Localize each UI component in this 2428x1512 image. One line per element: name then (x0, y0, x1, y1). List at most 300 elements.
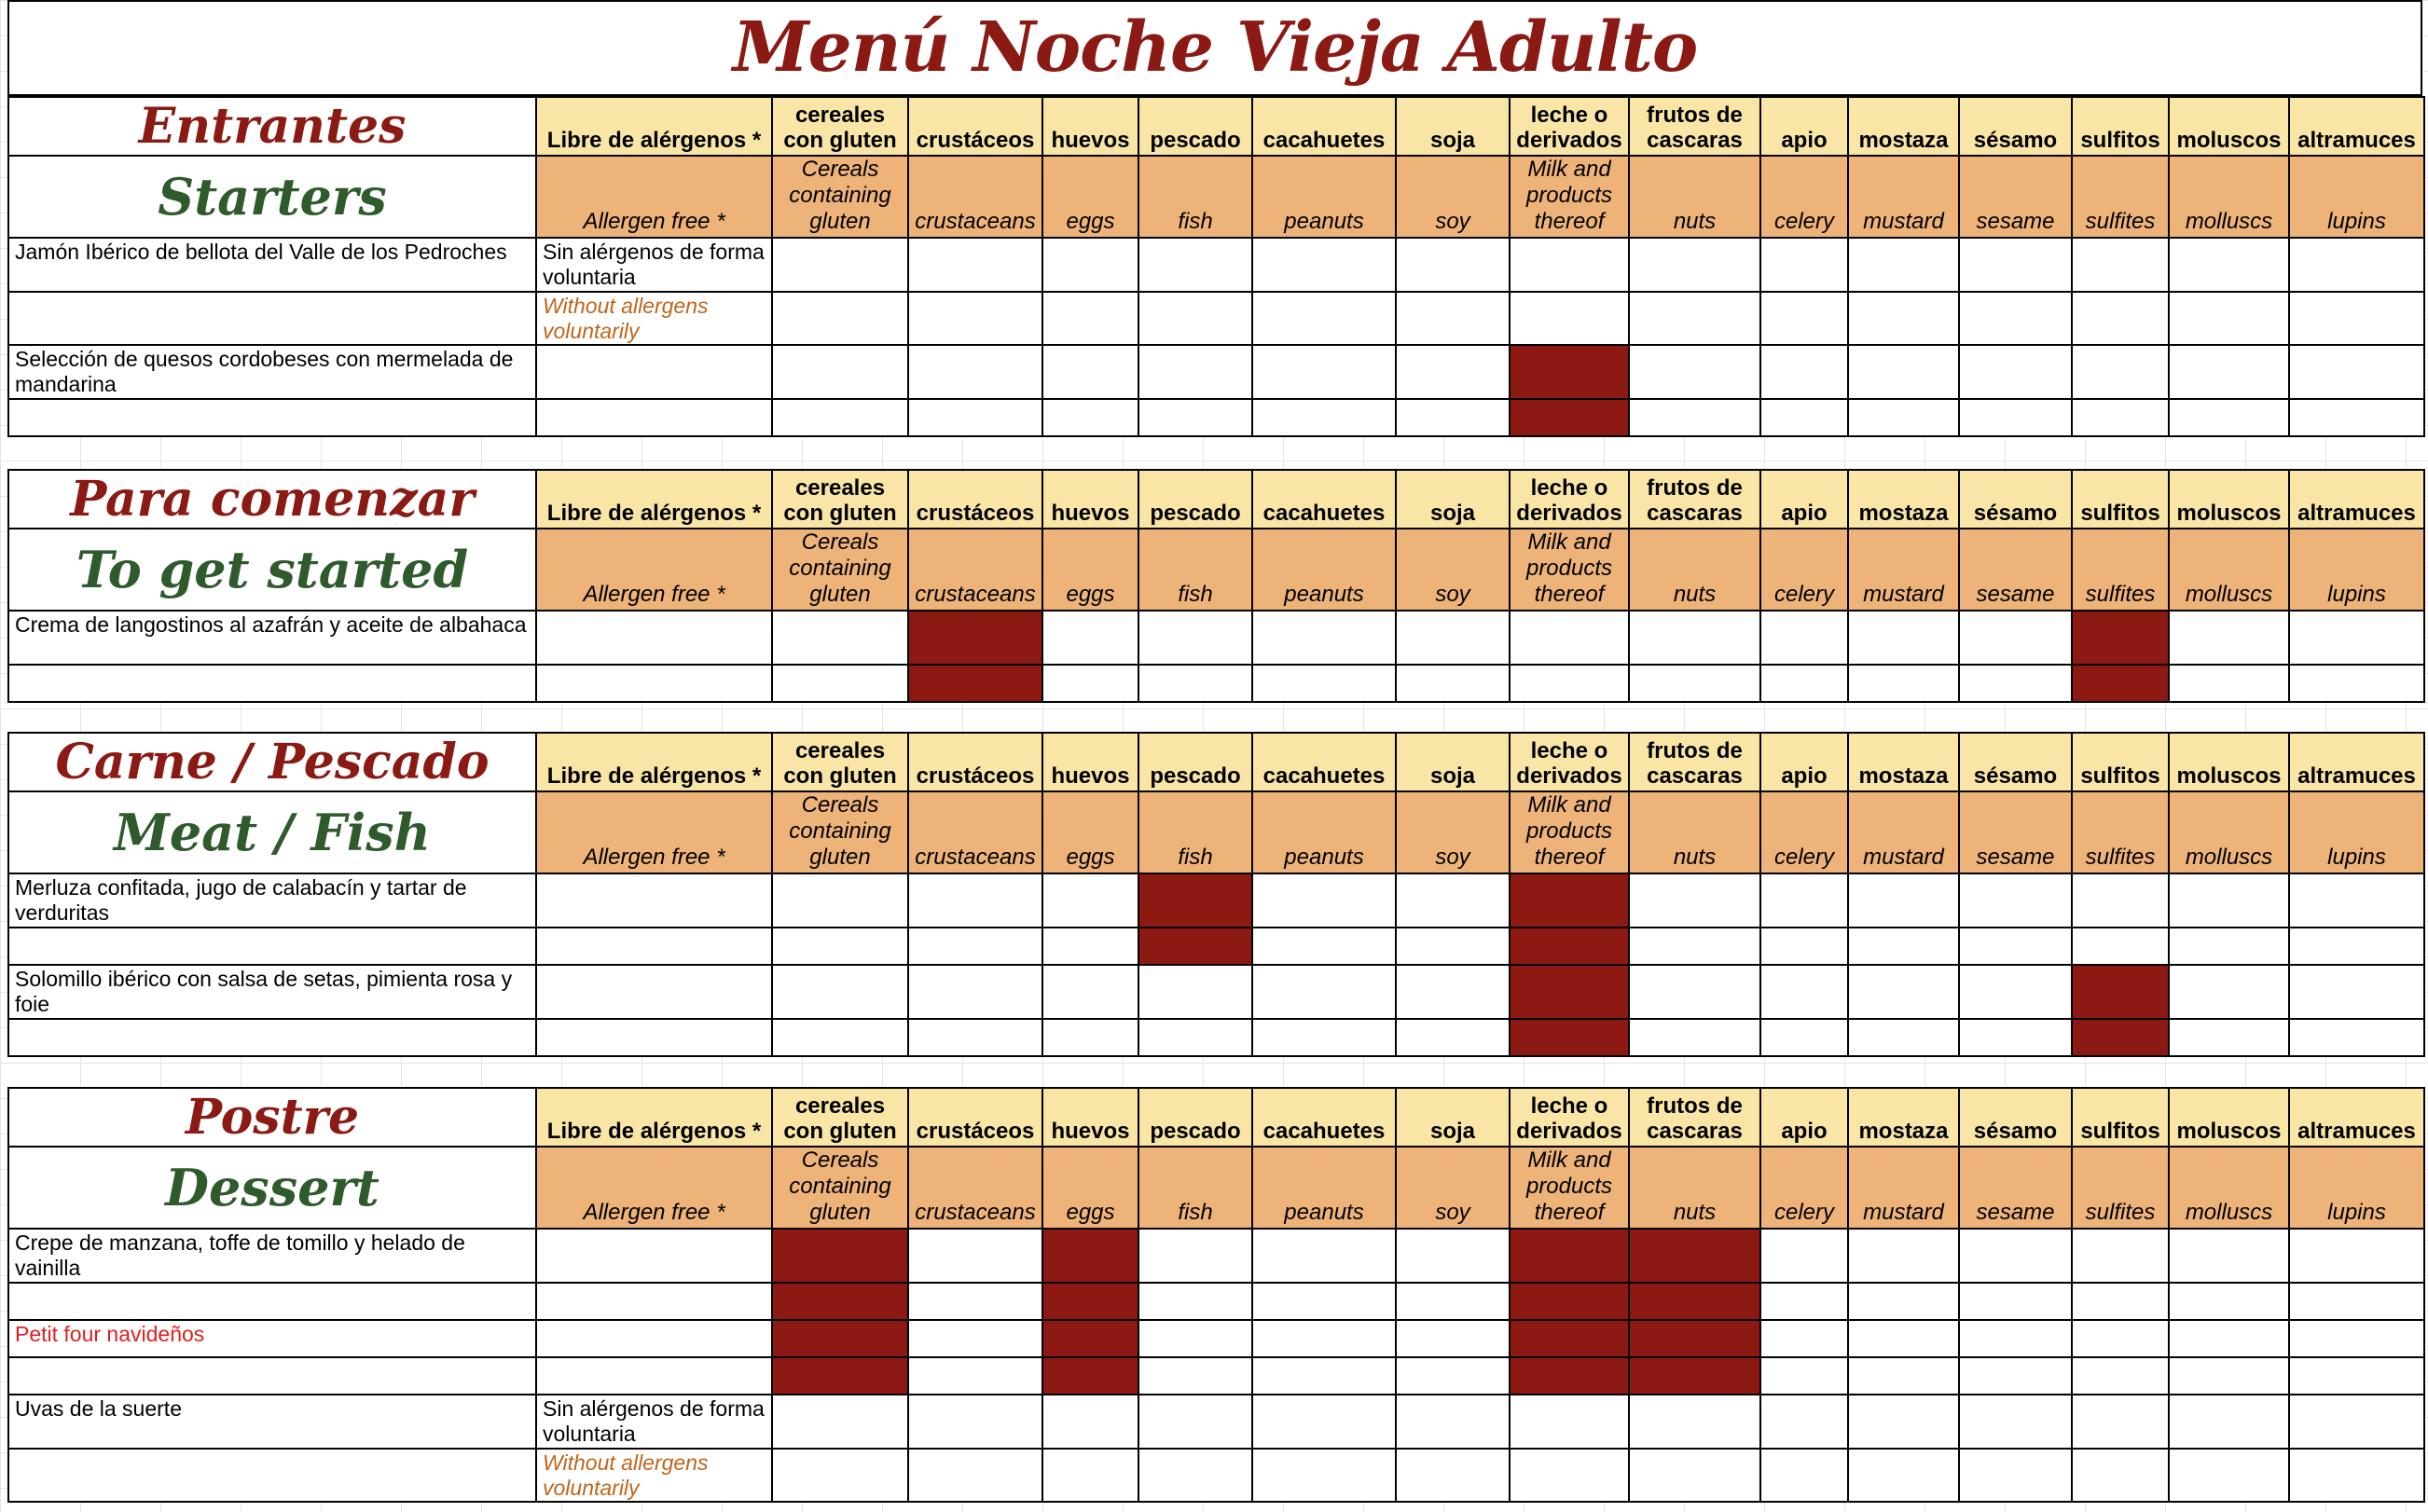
allergen-cell[interactable] (1848, 1449, 1959, 1502)
allergen-header-en[interactable]: Cereals containing gluten (772, 156, 908, 238)
allergen-cell[interactable] (908, 1357, 1042, 1395)
empty-cell[interactable] (8, 292, 536, 345)
allergen-cell[interactable] (1760, 1449, 1848, 1502)
empty-cell[interactable] (8, 1449, 536, 1502)
allergen-header-en[interactable]: molluscs (2169, 1147, 2289, 1229)
allergen-present-cell[interactable] (772, 1320, 908, 1357)
allergen-cell[interactable] (1138, 1283, 1252, 1320)
allergen-cell[interactable] (772, 238, 908, 292)
allergen-header-en[interactable]: soy (1396, 1147, 1510, 1229)
allergen-header-es[interactable]: cereales con gluten (772, 470, 908, 529)
allergen-header-es[interactable]: leche o derivados (1510, 470, 1629, 529)
allergen-cell[interactable] (536, 1019, 772, 1056)
allergen-cell[interactable] (1629, 238, 1760, 292)
allergen-cell[interactable] (1138, 1320, 1252, 1357)
allergen-present-cell[interactable] (1138, 873, 1252, 928)
allergen-cell[interactable] (2072, 1320, 2169, 1357)
allergen-cell[interactable] (908, 1229, 1042, 1283)
allergen-cell[interactable] (1252, 1449, 1396, 1502)
allergen-header-es[interactable]: crustáceos (908, 733, 1042, 791)
allergen-header-en[interactable]: fish (1138, 529, 1252, 611)
allergen-header-es[interactable]: soja (1396, 97, 1510, 156)
allergen-cell[interactable] (908, 1449, 1042, 1502)
allergen-cell[interactable] (1760, 873, 1848, 928)
allergen-header-en[interactable]: Allergen free * (536, 529, 772, 611)
allergen-cell[interactable] (1760, 238, 1848, 292)
allergen-cell[interactable] (1629, 928, 1760, 965)
allergen-header-en[interactable]: celery (1760, 791, 1848, 873)
allergen-cell[interactable] (1396, 345, 1510, 399)
allergen-cell[interactable] (1848, 665, 1959, 702)
allergen-cell[interactable] (1760, 1283, 1848, 1320)
allergen-cell[interactable] (1848, 1357, 1959, 1395)
allergen-cell[interactable] (1396, 928, 1510, 965)
allergen-cell[interactable] (1252, 965, 1396, 1019)
allergen-cell[interactable] (1042, 873, 1138, 928)
allergen-header-en[interactable]: crustaceans (908, 529, 1042, 611)
allergen-cell[interactable] (1396, 611, 1510, 665)
allergen-header-en[interactable]: lupins (2289, 156, 2424, 238)
allergen-cell[interactable] (1138, 292, 1252, 345)
allergen-header-en[interactable]: sulfites (2072, 529, 2169, 611)
allergen-cell[interactable] (2072, 1283, 2169, 1320)
allergen-cell[interactable] (2072, 292, 2169, 345)
allergen-cell[interactable] (1848, 611, 1959, 665)
allergen-present-cell[interactable] (1510, 873, 1629, 928)
allergen-cell[interactable] (536, 611, 772, 665)
allergen-cell[interactable] (1629, 292, 1760, 345)
allergen-header-es[interactable]: cacahuetes (1252, 470, 1396, 529)
allergen-present-cell[interactable] (1510, 399, 1629, 436)
allergen-cell[interactable] (2289, 665, 2424, 702)
allergen-header-en[interactable]: Milk and products thereof (1510, 791, 1629, 873)
allergen-cell[interactable] (1252, 1283, 1396, 1320)
allergen-present-cell[interactable] (2072, 611, 2169, 665)
allergen-cell[interactable] (1959, 345, 2072, 399)
allergen-cell[interactable] (2289, 1229, 2424, 1283)
dish-name[interactable]: Crema de langostinos al azafrán y aceite de albahaca (8, 611, 536, 665)
allergen-cell[interactable] (1042, 292, 1138, 345)
allergen-header-es[interactable]: frutos de cascaras (1629, 1088, 1760, 1147)
allergen-cell[interactable] (1396, 1320, 1510, 1357)
allergen-cell[interactable] (2289, 1357, 2424, 1395)
allergen-cell[interactable] (1959, 1357, 2072, 1395)
allergen-cell[interactable] (1396, 965, 1510, 1019)
allergen-header-en[interactable]: mustard (1848, 791, 1959, 873)
allergen-header-en[interactable]: eggs (1042, 529, 1138, 611)
allergen-header-es[interactable]: cereales con gluten (772, 97, 908, 156)
allergen-header-es[interactable]: crustáceos (908, 470, 1042, 529)
allergen-header-es[interactable]: cacahuetes (1252, 733, 1396, 791)
allergen-cell[interactable] (2072, 345, 2169, 399)
allergen-header-es[interactable]: moluscos (2169, 1088, 2289, 1147)
allergen-header-en[interactable]: celery (1760, 529, 1848, 611)
allergen-cell[interactable] (1138, 1449, 1252, 1502)
allergen-cell[interactable] (2072, 928, 2169, 965)
allergen-cell[interactable] (2169, 1229, 2289, 1283)
allergen-header-en[interactable]: peanuts (1252, 1147, 1396, 1229)
allergen-present-cell[interactable] (772, 1357, 908, 1395)
allergen-cell[interactable] (1848, 238, 1959, 292)
category-en[interactable]: Starters (8, 156, 536, 238)
allergen-header-en[interactable]: nuts (1629, 529, 1760, 611)
allergen-cell[interactable] (908, 1395, 1042, 1449)
allergen-cell[interactable] (908, 928, 1042, 965)
allergen-cell[interactable] (1252, 665, 1396, 702)
allergen-cell[interactable] (1510, 665, 1629, 702)
allergen-header-es[interactable]: apio (1760, 470, 1848, 529)
allergen-cell[interactable] (1959, 292, 2072, 345)
allergen-header-en[interactable]: soy (1396, 791, 1510, 873)
allergen-cell[interactable] (536, 665, 772, 702)
allergen-header-es[interactable]: sulfitos (2072, 733, 2169, 791)
category-es[interactable]: Postre (8, 1088, 536, 1147)
empty-cell[interactable] (8, 1019, 536, 1056)
allergen-cell[interactable] (1848, 345, 1959, 399)
allergen-cell[interactable] (1848, 965, 1959, 1019)
allergen-cell[interactable] (1252, 928, 1396, 965)
allergen-cell[interactable] (772, 611, 908, 665)
allergen-header-es[interactable]: apio (1760, 733, 1848, 791)
allergen-cell[interactable] (1252, 1320, 1396, 1357)
allergen-cell[interactable] (1396, 1395, 1510, 1449)
allergen-cell[interactable] (908, 1019, 1042, 1056)
allergen-header-es[interactable]: sésamo (1959, 733, 2072, 791)
category-en[interactable]: Dessert (8, 1147, 536, 1229)
allergen-present-cell[interactable] (2072, 965, 2169, 1019)
allergen-cell[interactable] (1959, 965, 2072, 1019)
allergen-header-en[interactable]: nuts (1629, 791, 1760, 873)
allergen-header-en[interactable]: mustard (1848, 529, 1959, 611)
allergen-header-es[interactable]: cacahuetes (1252, 97, 1396, 156)
allergen-header-es[interactable]: altramuces (2289, 470, 2424, 529)
allergen-cell[interactable] (2169, 665, 2289, 702)
allergen-cell[interactable] (2169, 1395, 2289, 1449)
allergen-header-es[interactable]: pescado (1138, 1088, 1252, 1147)
allergen-header-es[interactable]: Libre de alérgenos * (536, 470, 772, 529)
allergen-present-cell[interactable] (1510, 345, 1629, 399)
allergen-header-es[interactable]: crustáceos (908, 97, 1042, 156)
allergen-cell[interactable] (2072, 873, 2169, 928)
allergen-header-en[interactable]: soy (1396, 156, 1510, 238)
allergen-cell[interactable] (1760, 399, 1848, 436)
allergen-cell[interactable] (908, 345, 1042, 399)
allergen-header-es[interactable]: sésamo (1959, 470, 2072, 529)
allergen-header-en[interactable]: sulfites (2072, 791, 2169, 873)
allergen-cell[interactable] (2072, 1449, 2169, 1502)
allergen-cell[interactable] (1396, 665, 1510, 702)
allergen-cell[interactable] (1510, 1449, 1629, 1502)
allergen-cell[interactable] (1629, 345, 1760, 399)
allergen-cell[interactable] (1252, 345, 1396, 399)
allergen-cell[interactable] (1629, 873, 1760, 928)
dish-name[interactable]: Crepe de manzana, toffe de tomillo y helado de vainilla (8, 1229, 536, 1283)
allergen-cell[interactable] (1042, 238, 1138, 292)
allergen-header-en[interactable]: crustaceans (908, 156, 1042, 238)
allergen-cell[interactable] (1252, 399, 1396, 436)
allergen-header-en[interactable]: nuts (1629, 1147, 1760, 1229)
allergen-cell[interactable] (1042, 611, 1138, 665)
allergen-cell[interactable] (536, 1283, 772, 1320)
allergen-header-es[interactable]: pescado (1138, 470, 1252, 529)
allergen-cell[interactable] (536, 1320, 772, 1357)
allergen-header-en[interactable]: sulfites (2072, 1147, 2169, 1229)
allergen-cell[interactable] (1396, 1019, 1510, 1056)
dish-name[interactable]: Jamón Ibérico de bellota del Valle de los Pedroches (8, 238, 536, 292)
allergen-header-en[interactable]: Milk and products thereof (1510, 156, 1629, 238)
allergen-cell[interactable] (2169, 1357, 2289, 1395)
category-en[interactable]: To get started (8, 529, 536, 611)
allergen-header-en[interactable]: lupins (2289, 529, 2424, 611)
allergen-header-en[interactable]: sesame (1959, 1147, 2072, 1229)
allergen-cell[interactable] (2169, 1449, 2289, 1502)
allergen-cell[interactable] (2072, 399, 2169, 436)
allergen-cell[interactable] (1760, 1357, 1848, 1395)
allergen-header-en[interactable]: nuts (1629, 156, 1760, 238)
allergen-present-cell[interactable] (1042, 1357, 1138, 1395)
empty-cell[interactable] (8, 1283, 536, 1320)
allergen-present-cell[interactable] (908, 611, 1042, 665)
allergen-cell[interactable] (1252, 238, 1396, 292)
allergen-cell[interactable] (1848, 1283, 1959, 1320)
allergen-header-es[interactable]: moluscos (2169, 470, 2289, 529)
allergen-header-en[interactable]: fish (1138, 791, 1252, 873)
allergen-header-en[interactable]: Allergen free * (536, 1147, 772, 1229)
allergen-header-es[interactable]: mostaza (1848, 97, 1959, 156)
allergen-cell[interactable] (2289, 1019, 2424, 1056)
allergen-header-es[interactable]: cereales con gluten (772, 1088, 908, 1147)
allergen-cell[interactable] (2289, 928, 2424, 965)
allergen-cell[interactable] (1138, 665, 1252, 702)
allergen-cell[interactable] (2289, 965, 2424, 1019)
allergen-cell[interactable] (1042, 399, 1138, 436)
allergen-cell[interactable] (1042, 1019, 1138, 1056)
allergen-cell[interactable] (1848, 873, 1959, 928)
allergen-header-es[interactable]: frutos de cascaras (1629, 470, 1760, 529)
allergen-cell[interactable] (2169, 965, 2289, 1019)
allergen-cell[interactable] (1959, 1229, 2072, 1283)
allergen-cell[interactable] (772, 928, 908, 965)
allergen-cell[interactable] (1042, 1395, 1138, 1449)
allergen-cell[interactable] (2169, 873, 2289, 928)
allergen-present-cell[interactable] (2072, 1019, 2169, 1056)
allergen-cell[interactable] (2169, 399, 2289, 436)
allergen-cell[interactable] (1760, 928, 1848, 965)
allergen-free-note-en[interactable]: Without allergens voluntarily (536, 1449, 772, 1502)
allergen-cell[interactable] (1848, 1019, 1959, 1056)
allergen-cell[interactable] (1959, 1019, 2072, 1056)
allergen-cell[interactable] (536, 873, 772, 928)
allergen-present-cell[interactable] (1510, 1357, 1629, 1395)
allergen-header-es[interactable]: frutos de cascaras (1629, 733, 1760, 791)
allergen-cell[interactable] (1629, 1449, 1760, 1502)
allergen-header-en[interactable]: lupins (2289, 791, 2424, 873)
allergen-header-en[interactable]: lupins (2289, 1147, 2424, 1229)
allergen-cell[interactable] (1959, 1320, 2072, 1357)
allergen-header-en[interactable]: molluscs (2169, 791, 2289, 873)
allergen-header-en[interactable]: eggs (1042, 156, 1138, 238)
allergen-header-es[interactable]: sésamo (1959, 97, 2072, 156)
allergen-cell[interactable] (1510, 611, 1629, 665)
allergen-header-es[interactable]: Libre de alérgenos * (536, 733, 772, 791)
allergen-header-en[interactable]: mustard (1848, 1147, 1959, 1229)
allergen-cell[interactable] (1138, 399, 1252, 436)
empty-cell[interactable] (8, 928, 536, 965)
allergen-cell[interactable] (908, 873, 1042, 928)
allergen-cell[interactable] (2289, 1395, 2424, 1449)
allergen-cell[interactable] (772, 292, 908, 345)
allergen-cell[interactable] (1138, 1357, 1252, 1395)
allergen-cell[interactable] (2169, 345, 2289, 399)
allergen-present-cell[interactable] (1629, 1283, 1760, 1320)
allergen-free-note[interactable]: Sin alérgenos de forma voluntaria (536, 1395, 772, 1449)
allergen-cell[interactable] (772, 665, 908, 702)
dish-name[interactable]: Petit four navideños (8, 1320, 536, 1357)
allergen-cell[interactable] (1959, 873, 2072, 928)
allergen-free-note[interactable]: Sin alérgenos de forma voluntaria (536, 238, 772, 292)
allergen-cell[interactable] (1396, 1357, 1510, 1395)
allergen-cell[interactable] (1959, 665, 2072, 702)
allergen-cell[interactable] (1760, 345, 1848, 399)
allergen-header-es[interactable]: pescado (1138, 733, 1252, 791)
allergen-header-es[interactable]: soja (1396, 733, 1510, 791)
category-es[interactable]: Entrantes (8, 97, 536, 156)
allergen-header-es[interactable]: frutos de cascaras (1629, 97, 1760, 156)
allergen-header-es[interactable]: sésamo (1959, 1088, 2072, 1147)
allergen-cell[interactable] (2169, 611, 2289, 665)
allergen-cell[interactable] (908, 399, 1042, 436)
allergen-header-es[interactable]: mostaza (1848, 1088, 1959, 1147)
allergen-cell[interactable] (1138, 1229, 1252, 1283)
allergen-cell[interactable] (1959, 1449, 2072, 1502)
allergen-cell[interactable] (2289, 292, 2424, 345)
allergen-cell[interactable] (1760, 965, 1848, 1019)
allergen-cell[interactable] (1252, 873, 1396, 928)
allergen-header-en[interactable]: Milk and products thereof (1510, 529, 1629, 611)
empty-cell[interactable] (8, 1357, 536, 1395)
allergen-cell[interactable] (2169, 238, 2289, 292)
allergen-cell[interactable] (1252, 1019, 1396, 1056)
allergen-cell[interactable] (1396, 1229, 1510, 1283)
allergen-cell[interactable] (2072, 1395, 2169, 1449)
allergen-header-es[interactable]: crustáceos (908, 1088, 1042, 1147)
allergen-cell[interactable] (2169, 1019, 2289, 1056)
allergen-header-en[interactable]: celery (1760, 1147, 1848, 1229)
allergen-present-cell[interactable] (1510, 1283, 1629, 1320)
allergen-cell[interactable] (1848, 1320, 1959, 1357)
allergen-header-es[interactable]: sulfitos (2072, 470, 2169, 529)
allergen-cell[interactable] (2169, 1283, 2289, 1320)
allergen-header-es[interactable]: mostaza (1848, 733, 1959, 791)
allergen-cell[interactable] (908, 965, 1042, 1019)
empty-cell[interactable] (8, 399, 536, 436)
allergen-header-en[interactable]: peanuts (1252, 791, 1396, 873)
allergen-cell[interactable] (1959, 928, 2072, 965)
allergen-cell[interactable] (1252, 1229, 1396, 1283)
allergen-present-cell[interactable] (1138, 928, 1252, 965)
allergen-header-en[interactable]: celery (1760, 156, 1848, 238)
allergen-cell[interactable] (2289, 1449, 2424, 1502)
allergen-cell[interactable] (1252, 611, 1396, 665)
allergen-header-en[interactable]: fish (1138, 1147, 1252, 1229)
allergen-present-cell[interactable] (1510, 1019, 1629, 1056)
allergen-cell[interactable] (2072, 238, 2169, 292)
allergen-cell[interactable] (772, 1449, 908, 1502)
allergen-cell[interactable] (1760, 1395, 1848, 1449)
allergen-cell[interactable] (908, 1320, 1042, 1357)
allergen-cell[interactable] (1760, 1019, 1848, 1056)
allergen-header-es[interactable]: altramuces (2289, 1088, 2424, 1147)
allergen-cell[interactable] (536, 1229, 772, 1283)
allergen-cell[interactable] (2072, 1357, 2169, 1395)
allergen-header-es[interactable]: cacahuetes (1252, 1088, 1396, 1147)
allergen-cell[interactable] (1252, 1395, 1396, 1449)
allergen-cell[interactable] (1760, 1229, 1848, 1283)
allergen-cell[interactable] (1959, 1283, 2072, 1320)
allergen-header-es[interactable]: moluscos (2169, 733, 2289, 791)
allergen-cell[interactable] (1959, 399, 2072, 436)
allergen-cell[interactable] (1396, 873, 1510, 928)
allergen-header-es[interactable]: altramuces (2289, 733, 2424, 791)
allergen-header-en[interactable]: crustaceans (908, 1147, 1042, 1229)
allergen-cell[interactable] (1252, 1357, 1396, 1395)
allergen-cell[interactable] (1760, 292, 1848, 345)
allergen-header-en[interactable]: soy (1396, 529, 1510, 611)
allergen-header-es[interactable]: sulfitos (2072, 1088, 2169, 1147)
allergen-header-en[interactable]: Milk and products thereof (1510, 1147, 1629, 1229)
allergen-header-es[interactable]: huevos (1042, 470, 1138, 529)
allergen-cell[interactable] (908, 238, 1042, 292)
allergen-cell[interactable] (1848, 1395, 1959, 1449)
allergen-cell[interactable] (1510, 292, 1629, 345)
allergen-present-cell[interactable] (1629, 1229, 1760, 1283)
allergen-cell[interactable] (772, 399, 908, 436)
allergen-cell[interactable] (1510, 1395, 1629, 1449)
allergen-cell[interactable] (536, 399, 772, 436)
allergen-present-cell[interactable] (772, 1229, 908, 1283)
allergen-cell[interactable] (1396, 238, 1510, 292)
allergen-header-es[interactable]: leche o derivados (1510, 1088, 1629, 1147)
allergen-cell[interactable] (1138, 345, 1252, 399)
allergen-present-cell[interactable] (1042, 1229, 1138, 1283)
allergen-header-es[interactable]: soja (1396, 1088, 1510, 1147)
allergen-cell[interactable] (1760, 611, 1848, 665)
allergen-cell[interactable] (1396, 292, 1510, 345)
allergen-cell[interactable] (1959, 1395, 2072, 1449)
allergen-cell[interactable] (772, 1395, 908, 1449)
allergen-header-es[interactable]: moluscos (2169, 97, 2289, 156)
allergen-cell[interactable] (536, 1357, 772, 1395)
allergen-cell[interactable] (1138, 1019, 1252, 1056)
allergen-cell[interactable] (1138, 1395, 1252, 1449)
allergen-header-es[interactable]: apio (1760, 1088, 1848, 1147)
allergen-header-en[interactable]: Allergen free * (536, 156, 772, 238)
allergen-cell[interactable] (2289, 1283, 2424, 1320)
allergen-header-es[interactable]: huevos (1042, 733, 1138, 791)
allergen-header-es[interactable]: pescado (1138, 97, 1252, 156)
allergen-present-cell[interactable] (1510, 928, 1629, 965)
allergen-present-cell[interactable] (772, 1283, 908, 1320)
allergen-header-en[interactable]: peanuts (1252, 156, 1396, 238)
allergen-header-en[interactable]: crustaceans (908, 791, 1042, 873)
allergen-header-en[interactable]: eggs (1042, 1147, 1138, 1229)
allergen-cell[interactable] (2289, 238, 2424, 292)
allergen-header-en[interactable]: Cereals containing gluten (772, 791, 908, 873)
allergen-cell[interactable] (1629, 1395, 1760, 1449)
allergen-cell[interactable] (2289, 1320, 2424, 1357)
allergen-cell[interactable] (1138, 238, 1252, 292)
allergen-header-en[interactable]: fish (1138, 156, 1252, 238)
